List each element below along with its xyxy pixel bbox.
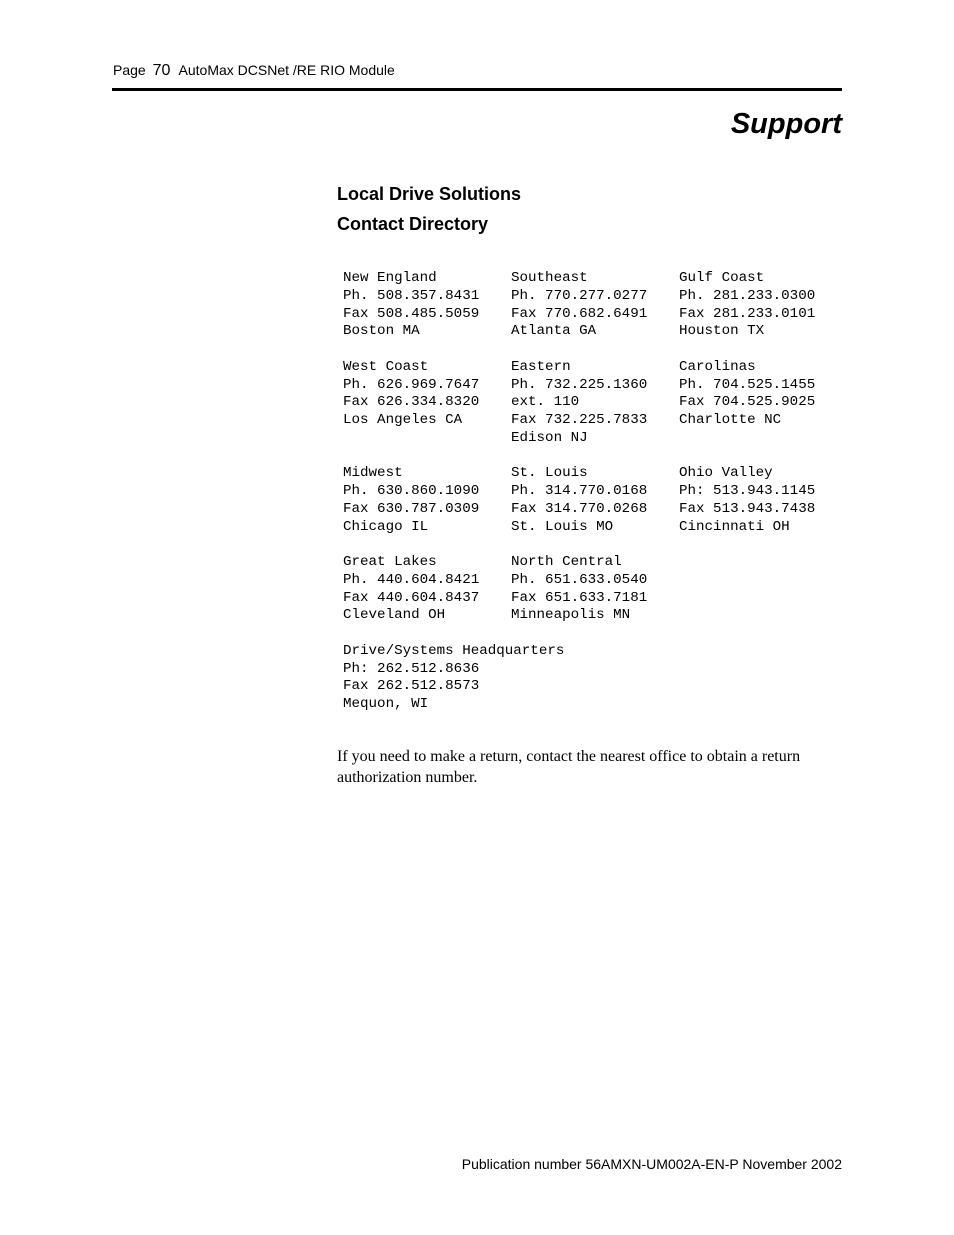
office-detail: Edison NJ	[511, 429, 588, 446]
office-detail: Cincinnati OH	[679, 518, 790, 535]
office-detail: Ph. 281.233.0300	[679, 287, 816, 304]
office-name: Southeast	[511, 270, 588, 286]
office-detail: ext. 110	[511, 394, 580, 411]
office-detail: Fax 314.770.0268	[511, 500, 648, 517]
office-detail: Boston MA	[343, 323, 420, 340]
office-entry	[511, 270, 647, 341]
office-name: Gulf Coast	[679, 270, 765, 286]
office-detail: Ph. 440.604.8421	[343, 571, 480, 588]
return-note: If you need to make a return, contact the nearest office to obtain a return authorization number.	[337, 748, 801, 786]
office-entry	[679, 359, 815, 430]
page-header	[113, 62, 395, 80]
office-detail: Minneapolis MN	[511, 607, 631, 624]
office-detail: Fax 508.485.5059	[343, 305, 480, 322]
subheading-local-drive-solutions: Local Drive Solutions	[337, 184, 522, 204]
office-detail: Mequon, WI	[343, 696, 429, 712]
office-name: New England	[343, 270, 437, 286]
header-rule	[112, 88, 842, 91]
office-name: Eastern	[511, 358, 571, 375]
office-detail: Fax 262.512.8573	[343, 678, 480, 695]
office-entry	[511, 359, 647, 448]
office-entry	[511, 465, 647, 536]
office-detail: Ph: 513.943.1145	[679, 483, 816, 499]
office-detail: Fax 626.334.8320	[343, 394, 480, 411]
office-entry	[343, 643, 564, 714]
page-label: Page	[113, 62, 146, 78]
office-entry	[343, 554, 479, 625]
office-detail: Houston TX	[679, 323, 765, 340]
publication-footer: Publication number 56AMXN-UM002A-EN-P November 2002	[461, 1156, 842, 1172]
page-title: Support	[730, 108, 842, 140]
office-entry	[679, 465, 815, 536]
office-detail: Ph. 314.770.0168	[511, 483, 648, 499]
office-detail: Cleveland OH	[343, 607, 446, 624]
office-detail: Fax 651.633.7181	[511, 589, 648, 606]
office-detail: Fax 770.682.6491	[511, 305, 648, 322]
office-entry	[511, 554, 647, 625]
document-title: AutoMax DCSNet /RE RIO Module	[178, 62, 395, 78]
office-detail: Fax 704.525.9025	[679, 394, 816, 411]
office-name: St. Louis	[511, 465, 588, 482]
office-detail: Ph. 508.357.8431	[343, 287, 480, 304]
office-detail: St. Louis MO	[511, 518, 614, 535]
office-entry	[343, 465, 479, 536]
office-detail: Ph. 770.277.0277	[511, 287, 648, 304]
office-detail: Chicago IL	[343, 518, 429, 535]
office-name: Drive/Systems Headquarters	[343, 642, 565, 659]
office-detail: Fax 513.943.7438	[679, 500, 816, 517]
office-detail: Fax 732.225.7833	[511, 412, 648, 428]
office-name: Carolinas	[679, 358, 756, 375]
office-detail: Fax 630.787.0309	[343, 500, 480, 517]
office-detail: Ph. 732.225.1360	[511, 376, 648, 393]
office-detail: Atlanta GA	[511, 323, 597, 340]
office-name: Great Lakes	[343, 554, 437, 570]
subheading-contact-directory: Contact Directory	[337, 214, 489, 234]
office-name: Ohio Valley	[679, 465, 773, 482]
office-name: North Central	[511, 554, 622, 570]
page-number: 70	[152, 62, 171, 79]
office-detail: Los Angeles CA	[343, 412, 463, 428]
office-entry	[679, 270, 815, 341]
office-detail: Ph. 651.633.0540	[511, 571, 648, 588]
office-name: West Coast	[343, 358, 429, 375]
office-detail: Fax 281.233.0101	[679, 305, 816, 322]
office-detail: Fax 440.604.8437	[343, 589, 480, 606]
office-entry	[343, 359, 479, 430]
office-name: Midwest	[343, 465, 403, 482]
office-detail: Ph. 704.525.1455	[679, 376, 816, 393]
office-detail: Charlotte NC	[679, 412, 782, 428]
office-detail: Ph. 626.969.7647	[343, 376, 480, 393]
office-detail: Ph. 630.860.1090	[343, 483, 480, 499]
office-entry	[343, 270, 479, 341]
office-detail: Ph: 262.512.8636	[343, 660, 480, 677]
